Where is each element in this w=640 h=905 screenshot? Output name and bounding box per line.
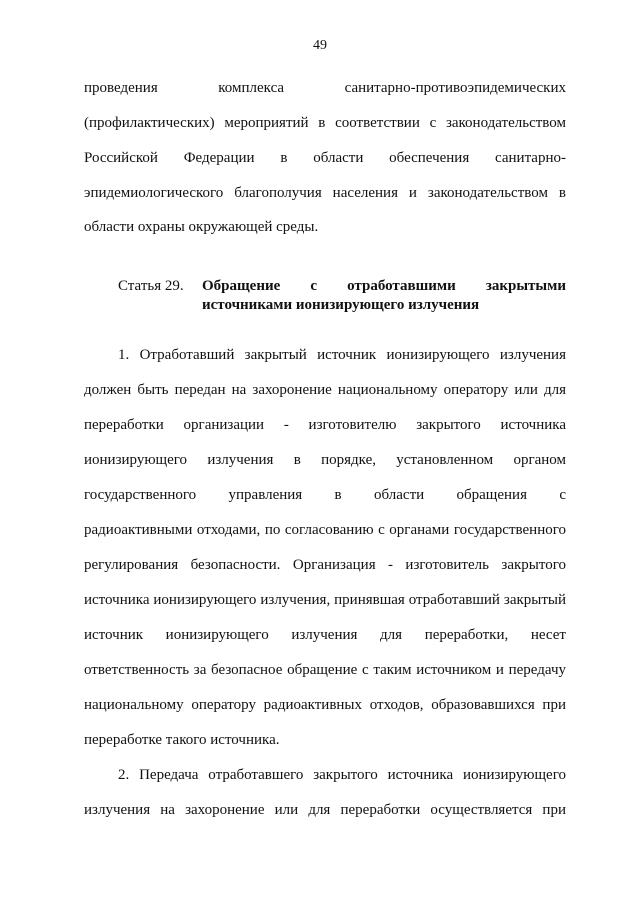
text-line: государственного управления в области обращения с: [84, 487, 566, 503]
text-line: 1. Отработавший закрытый источник ионизирующего излучения: [118, 347, 566, 363]
text-line: радиоактивными отходами, по согласованию с органами государственного: [84, 522, 566, 538]
article-label: Статья 29.: [118, 278, 184, 294]
article-title-line: источниками ионизирующего излучения: [202, 297, 480, 313]
text-line: переработки организации - изготовителю закрытого источника: [84, 417, 566, 433]
page-number: 49: [313, 38, 327, 53]
text-line: области охраны окружающей среды.: [84, 219, 319, 235]
text-line: источника ионизирующего излучения, принявшая отработавший закрытый: [84, 592, 566, 608]
text-line: национальному оператору радиоактивных отходов, образовавшихся при: [84, 697, 566, 713]
text-line: переработке такого источника.: [84, 732, 280, 748]
text-line: Российской Федерации в области обеспечения санитарно-: [84, 150, 566, 166]
text-line: регулирования безопасности. Организация - изготовитель закрытого: [84, 557, 566, 573]
article-title-line: Обращение с отработавшими закрытыми: [202, 278, 566, 294]
text-line: ионизирующего излучения в порядке, установленном органом: [84, 452, 566, 468]
text-line: должен быть передан на захоронение национальному оператору или для: [84, 382, 566, 398]
text-line: источник ионизирующего излучения для переработки, несет: [84, 627, 566, 643]
text-line: 2. Передача отработавшего закрытого источника ионизирующего: [118, 767, 566, 783]
text-line: эпидемиологического благополучия населения и законодательством в: [84, 185, 566, 201]
text-line: ответственность за безопасное обращение с таким источником и передачу: [84, 662, 566, 678]
text-line: излучения на захоронение или для переработки осуществляется при: [84, 802, 566, 818]
text-line: проведения комплекса санитарно-противоэпидемических: [84, 80, 566, 96]
text-line: (профилактических) мероприятий в соответствии с законодательством: [84, 115, 566, 131]
